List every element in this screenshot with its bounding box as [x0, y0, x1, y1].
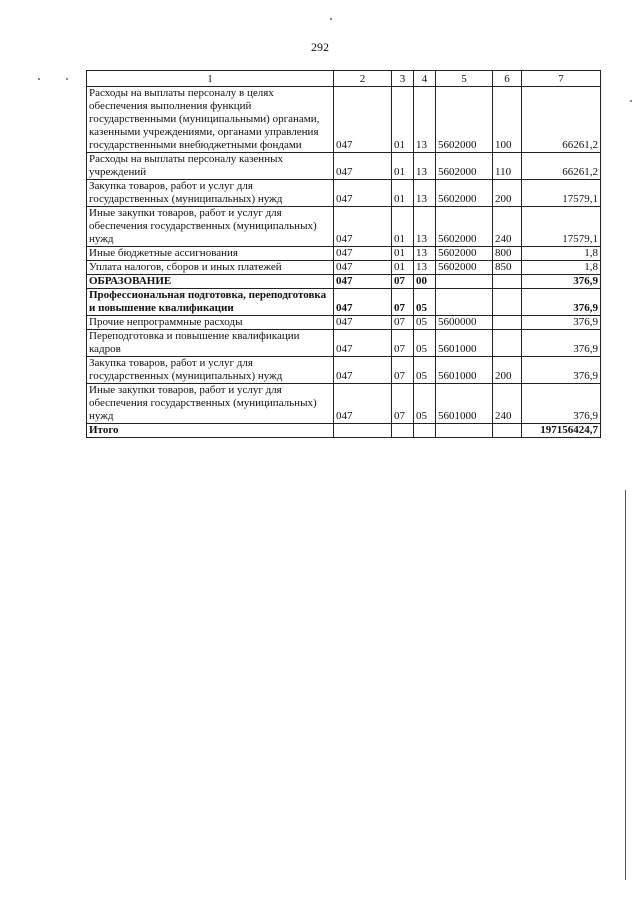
scan-dot	[630, 100, 632, 102]
row-admin-code: 047	[334, 87, 392, 153]
row-amount: 376,9	[522, 330, 601, 357]
row-subsection-code: 13	[414, 153, 436, 180]
row-target-code: 5602000	[436, 207, 493, 247]
row-amount: 376,9	[522, 357, 601, 384]
row-subsection-code: 13	[414, 247, 436, 261]
row-expense-type-code	[493, 316, 522, 330]
row-expense-type-code: 200	[493, 180, 522, 207]
row-target-code: 5602000	[436, 261, 493, 275]
total-empty-cell	[493, 424, 522, 438]
page-number: 292	[311, 40, 329, 54]
total-label: Итого	[87, 424, 334, 438]
row-name: Прочие непрограммные расходы	[87, 316, 334, 330]
total-empty-cell	[334, 424, 392, 438]
header-col-4: 4	[414, 71, 436, 87]
row-name: Закупка товаров, работ и услуг для государственных (муниципальных) нужд	[87, 180, 334, 207]
row-target-code: 5602000	[436, 247, 493, 261]
table-row	[87, 180, 601, 207]
total-value: 197156424,7	[522, 424, 601, 438]
row-subsection-code: 13	[414, 207, 436, 247]
row-amount: 17579,1	[522, 180, 601, 207]
row-target-code: 5602000	[436, 87, 493, 153]
row-amount: 376,9	[522, 316, 601, 330]
row-amount: 66261,2	[522, 153, 601, 180]
table-row	[87, 153, 601, 180]
row-name: Закупка товаров, работ и услуг для государственных (муниципальных) нужд	[87, 357, 334, 384]
table-row	[87, 87, 601, 153]
row-name: Переподготовка и повышение квалификации кадров	[87, 330, 334, 357]
header-col-3: 3	[392, 71, 414, 87]
row-expense-type-code: 110	[493, 153, 522, 180]
row-expense-type-code: 850	[493, 261, 522, 275]
row-expense-type-code: 240	[493, 384, 522, 424]
row-target-code: 5602000	[436, 153, 493, 180]
row-section-code: 07	[392, 316, 414, 330]
row-expense-type-code: 100	[493, 87, 522, 153]
row-amount: 376,9	[522, 289, 601, 316]
row-section-code: 07	[392, 357, 414, 384]
row-name: Расходы на выплаты персоналу в целях обеспечения выполнения функций государственными (муниципальными) органами, казенными учреждениями, органами управления государственными внебюджетными фондами	[87, 87, 334, 153]
header-col-5: 5	[436, 71, 493, 87]
row-admin-code: 047	[334, 153, 392, 180]
row-name: Иные бюджетные ассигнования	[87, 247, 334, 261]
row-admin-code: 047	[334, 207, 392, 247]
table-row	[87, 207, 601, 247]
scan-dot	[330, 18, 332, 20]
row-section-code: 07	[392, 289, 414, 316]
row-expense-type-code: 240	[493, 207, 522, 247]
row-target-code: 5600000	[436, 316, 493, 330]
total-empty-cell	[414, 424, 436, 438]
header-col-7: 7	[522, 71, 601, 87]
row-admin-code: 047	[334, 247, 392, 261]
table-row	[87, 261, 601, 275]
row-subsection-code: 05	[414, 357, 436, 384]
header-col-6: 6	[493, 71, 522, 87]
budget-table	[86, 70, 601, 438]
row-name: Иные закупки товаров, работ и услуг для обеспечения государственных (муниципальных) нужд	[87, 207, 334, 247]
header-col-1: 1	[87, 71, 334, 87]
row-target-code: 5601000	[436, 384, 493, 424]
row-subsection-code: 13	[414, 261, 436, 275]
row-admin-code: 047	[334, 180, 392, 207]
row-target-code: 5602000	[436, 180, 493, 207]
row-section-code: 01	[392, 87, 414, 153]
row-admin-code: 047	[334, 384, 392, 424]
row-subsection-code: 05	[414, 384, 436, 424]
row-target-code	[436, 289, 493, 316]
total-empty-cell	[392, 424, 414, 438]
row-name: Расходы на выплаты персоналу казенных учреждений	[87, 153, 334, 180]
row-admin-code: 047	[334, 316, 392, 330]
total-empty-cell	[436, 424, 493, 438]
row-subsection-code: 05	[414, 316, 436, 330]
row-subsection-code: 05	[414, 330, 436, 357]
row-target-code	[436, 275, 493, 289]
row-name: Профессиональная подготовка, переподготовка и повышение квалификации	[87, 289, 334, 316]
row-target-code: 5601000	[436, 330, 493, 357]
row-amount: 1,8	[522, 247, 601, 261]
row-amount: 376,9	[522, 384, 601, 424]
table-row	[87, 384, 601, 424]
table-row	[87, 275, 601, 289]
row-section-code: 01	[392, 247, 414, 261]
row-admin-code: 047	[334, 275, 392, 289]
row-amount: 1,8	[522, 261, 601, 275]
row-admin-code: 047	[334, 330, 392, 357]
row-section-code: 07	[392, 275, 414, 289]
total-row	[87, 424, 601, 438]
table-row	[87, 247, 601, 261]
row-subsection-code: 13	[414, 87, 436, 153]
header-col-2: 2	[334, 71, 392, 87]
row-subsection-code: 00	[414, 275, 436, 289]
row-subsection-code: 13	[414, 180, 436, 207]
row-expense-type-code	[493, 289, 522, 316]
row-subsection-code: 05	[414, 289, 436, 316]
row-amount: 17579,1	[522, 207, 601, 247]
table-row	[87, 330, 601, 357]
row-section-code: 01	[392, 261, 414, 275]
row-section-code: 01	[392, 207, 414, 247]
scan-dot	[38, 78, 40, 80]
row-expense-type-code	[493, 330, 522, 357]
row-section-code: 07	[392, 330, 414, 357]
row-name: Иные закупки товаров, работ и услуг для обеспечения государственных (муниципальных) нужд	[87, 384, 334, 424]
row-name: ОБРАЗОВАНИЕ	[87, 275, 334, 289]
scan-edge-line	[625, 490, 626, 880]
row-target-code: 5601000	[436, 357, 493, 384]
row-name: Уплата налогов, сборов и иных платежей	[87, 261, 334, 275]
row-expense-type-code	[493, 275, 522, 289]
row-admin-code: 047	[334, 261, 392, 275]
row-section-code: 07	[392, 384, 414, 424]
scan-dot	[66, 78, 68, 80]
row-expense-type-code: 200	[493, 357, 522, 384]
table-row	[87, 357, 601, 384]
table-row	[87, 316, 601, 330]
row-admin-code: 047	[334, 357, 392, 384]
row-amount: 376,9	[522, 275, 601, 289]
row-admin-code: 047	[334, 289, 392, 316]
row-expense-type-code: 800	[493, 247, 522, 261]
row-section-code: 01	[392, 180, 414, 207]
row-amount: 66261,2	[522, 87, 601, 153]
row-section-code: 01	[392, 153, 414, 180]
table-row	[87, 289, 601, 316]
header-row	[87, 71, 601, 87]
